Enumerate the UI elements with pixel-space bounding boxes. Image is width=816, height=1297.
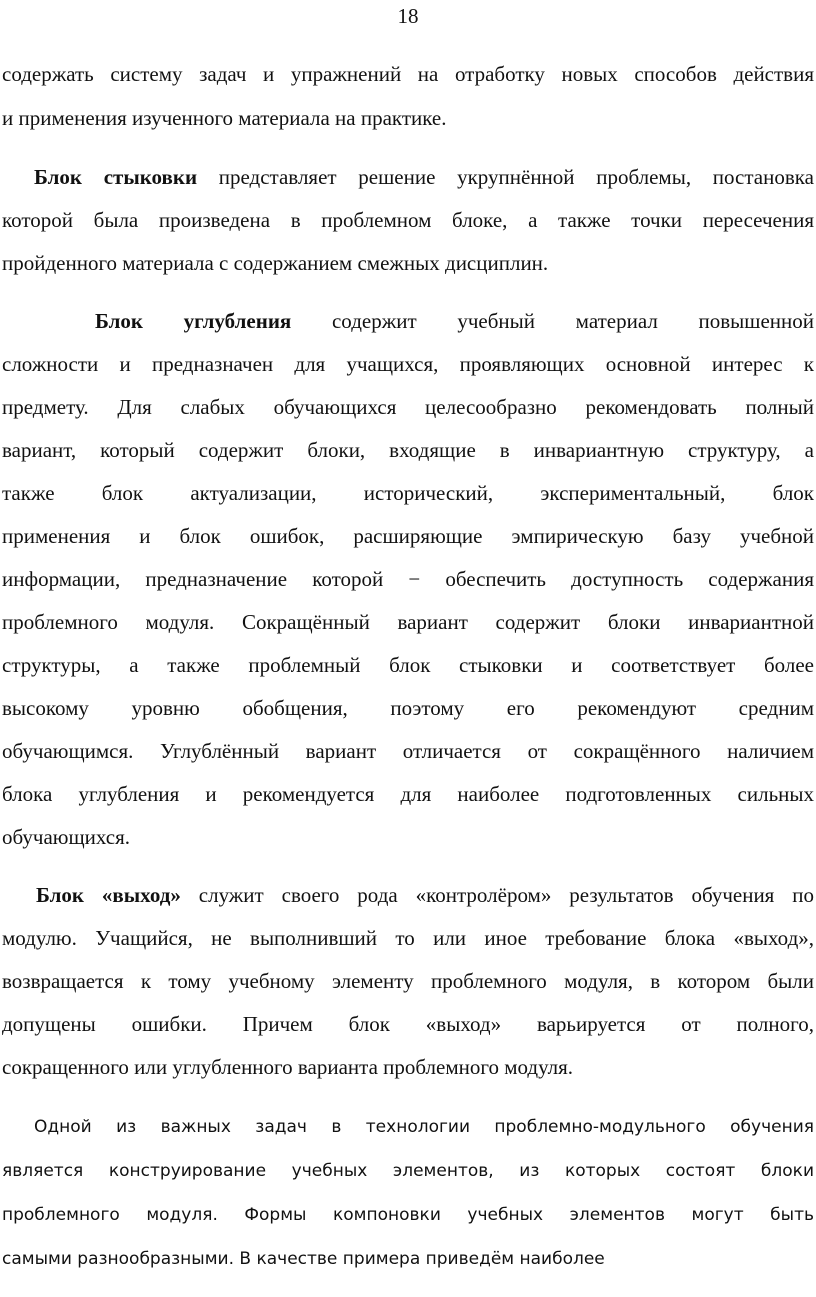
text-line: которой была произведена в проблемном блоке, а также точки пересечения xyxy=(2,208,814,232)
text-line: обучающихся. xyxy=(2,825,130,849)
text-line: высокому уровню обобщения, поэтому его рекомендуют средним xyxy=(2,696,814,720)
text-line: допущены ошибки. Причем блок «выход» варьируется от полного, xyxy=(2,1012,814,1036)
text-line: Блок углубления содержит учебный материал повышенной xyxy=(95,309,814,333)
text-line: Блок стыковки представляет решение укрупнённой проблемы, постановка xyxy=(34,165,814,189)
text-line: проблемного модуля. Сокращённый вариант содержит блоки инвариантной xyxy=(2,610,814,634)
text-line: применения и блок ошибок, расширяющие эмпирическую базу учебной xyxy=(2,524,814,548)
text-line: самыми разнообразными. В качестве примера приведём наиболее xyxy=(2,1249,605,1269)
text-line: сокращенного или углубленного варианта проблемного модуля. xyxy=(2,1055,574,1079)
text-line: вариант, который содержит блоки, входящие в инвариантную структуру, а xyxy=(2,438,814,462)
page-number: 18 xyxy=(397,4,419,28)
text-line: Блок «выход» служит своего рода «контролёром» результатов обучения по xyxy=(36,883,814,907)
text-line: структуры, а также проблемный блок стыковки и соответствует более xyxy=(2,653,814,677)
text-line: пройденного материала с содержанием смежных дисциплин. xyxy=(2,251,549,275)
text-line: проблемного модуля. Формы компоновки учебных элементов могут быть xyxy=(2,1205,814,1225)
text-line: возвращается к тому учебному элементу проблемного модуля, в котором были xyxy=(2,969,814,993)
text-line: и применения изученного материала на практике. xyxy=(2,106,447,130)
text-line: предмету. Для слабых обучающихся целесообразно рекомендовать полный xyxy=(2,395,814,419)
text-line: обучающимся. Углублённый вариант отличается от сокращённого наличием xyxy=(2,739,814,763)
text-line: также блок актуализации, исторический, экспериментальный, блок xyxy=(2,481,814,505)
text-line: содержать систему задач и упражнений на отработку новых способов действия xyxy=(2,62,814,86)
bold-term: Блок углубления xyxy=(95,309,292,333)
text-line: информации, предназначение которой − обеспечить доступность содержания xyxy=(2,567,814,591)
bold-term: Блок стыковки xyxy=(34,165,198,189)
text-line: сложности и предназначен для учащихся, проявляющих основной интерес к xyxy=(2,352,814,376)
bold-term: Блок «выход» xyxy=(36,883,181,907)
text-line: блока углубления и рекомендуется для наиболее подготовленных сильных xyxy=(2,782,814,806)
text-line: модулю. Учащийся, не выполнивший то или иное требование блока «выход», xyxy=(2,926,814,950)
text-line: является конструирование учебных элементов, из которых состоят блоки xyxy=(2,1161,814,1181)
text-line: Одной из важных задач в технологии проблемно-модульного обучения xyxy=(34,1117,814,1137)
